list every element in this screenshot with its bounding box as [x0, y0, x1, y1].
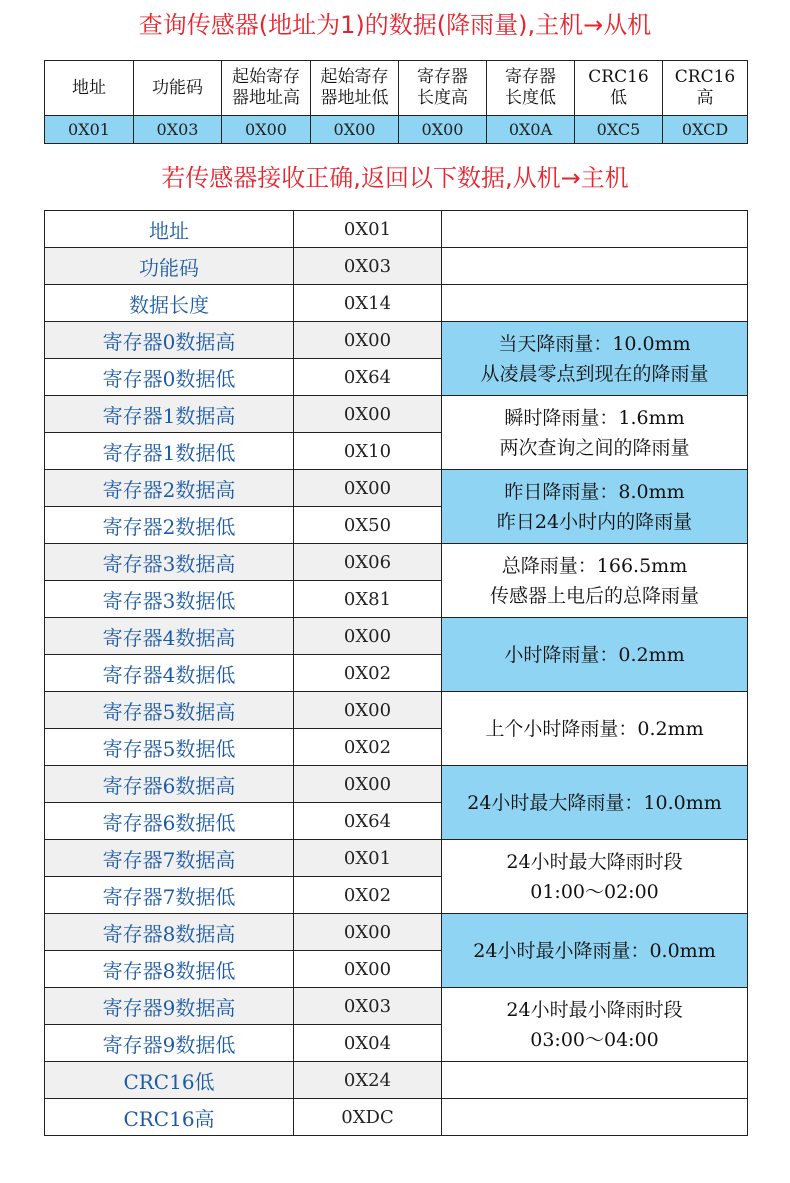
query-value-cell: 0X00 [222, 116, 311, 144]
field-name: 寄存器9数据低 [45, 1025, 294, 1062]
field-name: 寄存器3数据低 [45, 581, 294, 618]
query-header-line: 器地址低 [320, 88, 389, 108]
table-row [45, 544, 748, 581]
field-name: 寄存器3数据高 [45, 544, 294, 581]
query-header-cell [487, 61, 575, 116]
field-name: 寄存器0数据高 [45, 322, 294, 359]
query-header-line: 地址 [72, 77, 106, 98]
field-name: 寄存器2数据高 [45, 470, 294, 507]
field-value: 0X02 [294, 877, 442, 914]
register-description [442, 618, 748, 692]
field-value: 0X00 [294, 766, 442, 803]
empty-cell [442, 248, 748, 285]
query-header-row [45, 61, 748, 116]
field-name: 寄存器7数据高 [45, 840, 294, 877]
field-value: 0X00 [294, 470, 442, 507]
query-header-cell [311, 61, 399, 116]
table-row [45, 1099, 748, 1136]
query-value-cell: 0XC5 [575, 116, 663, 144]
field-name: 功能码 [45, 248, 294, 285]
table-row [45, 396, 748, 433]
field-name: 寄存器0数据低 [45, 359, 294, 396]
query-header-cell [575, 61, 663, 116]
field-name: 寄存器5数据低 [45, 729, 294, 766]
register-description [442, 396, 748, 470]
query-header-line: 器地址高 [232, 88, 300, 108]
description-line: 总降雨量：166.5mm [501, 554, 688, 577]
query-value-cell: 0XCD [663, 116, 748, 144]
field-value: 0X04 [294, 1025, 442, 1062]
field-name: 寄存器1数据高 [45, 396, 294, 433]
query-header-cell [134, 61, 222, 116]
field-value: 0X00 [294, 692, 442, 729]
table-row [45, 692, 748, 729]
table-row [45, 766, 748, 803]
field-value: 0X64 [294, 803, 442, 840]
query-value-row [45, 116, 748, 144]
query-header-line: 寄存器 [505, 67, 556, 87]
description-line: 24小时最大降雨量：10.0mm [467, 791, 722, 814]
field-name: 寄存器1数据低 [45, 433, 294, 470]
query-value-cell: 0X03 [134, 116, 222, 144]
field-name: 寄存器8数据高 [45, 914, 294, 951]
field-value: 0XDC [294, 1099, 442, 1136]
field-value: 0X00 [294, 618, 442, 655]
table-row [45, 840, 748, 877]
description-line: 03:00～04:00 [530, 1028, 659, 1051]
query-header-line: 长度低 [505, 88, 556, 108]
description-line: 小时降雨量：0.2mm [504, 643, 685, 666]
field-value: 0X00 [294, 951, 442, 988]
query-header-line: CRC16 [588, 67, 649, 87]
register-description [442, 840, 748, 914]
field-name: 寄存器6数据低 [45, 803, 294, 840]
query-header-line: 起始寄存 [232, 67, 300, 87]
field-value: 0X03 [294, 988, 442, 1025]
query-value-cell: 0X00 [399, 116, 487, 144]
field-value: 0X02 [294, 655, 442, 692]
field-value: 0X03 [294, 248, 442, 285]
description-line: 瞬时降雨量：1.6mm [504, 406, 685, 429]
field-name: 寄存器8数据低 [45, 951, 294, 988]
query-header-cell [45, 61, 134, 116]
description-line: 昨日降雨量：8.0mm [504, 480, 685, 503]
query-header-line: 高 [696, 88, 714, 108]
field-value: 0X24 [294, 1062, 442, 1099]
empty-cell [442, 1062, 748, 1099]
field-value: 0X10 [294, 433, 442, 470]
register-description [442, 988, 748, 1062]
query-header-line: 长度高 [417, 88, 468, 108]
table-row [45, 470, 748, 507]
field-value: 0X81 [294, 581, 442, 618]
register-description [442, 544, 748, 618]
description-line: 两次查询之间的降雨量 [499, 436, 690, 459]
field-value: 0X50 [294, 507, 442, 544]
query-header-line: 寄存器 [417, 67, 468, 87]
description-line: 从凌晨零点到现在的降雨量 [480, 362, 709, 385]
description-line: 24小时最大降雨时段 [506, 850, 683, 873]
field-name: 寄存器5数据高 [45, 692, 294, 729]
register-description [442, 692, 748, 766]
description-line: 24小时最小降雨时段 [506, 998, 683, 1021]
field-value: 0X01 [294, 840, 442, 877]
field-value: 0X02 [294, 729, 442, 766]
description-line: 传感器上电后的总降雨量 [489, 584, 699, 607]
description-line: 上个小时降雨量：0.2mm [485, 717, 704, 740]
field-value: 0X00 [294, 396, 442, 433]
field-name: 寄存器2数据低 [45, 507, 294, 544]
query-header-cell [663, 61, 748, 116]
field-name: CRC16高 [45, 1099, 294, 1136]
response-title: 若传感器接收正确,返回以下数据,从机→主机 [161, 164, 629, 192]
field-value: 0X01 [294, 211, 442, 248]
query-header-line: 起始寄存 [320, 67, 389, 87]
table-row [45, 322, 748, 359]
table-row [45, 914, 748, 951]
field-name: 寄存器4数据低 [45, 655, 294, 692]
field-value: 0X64 [294, 359, 442, 396]
query-value-cell: 0X00 [311, 116, 399, 144]
query-header-line: 低 [610, 88, 627, 108]
table-row [45, 285, 748, 322]
description-line: 昨日24小时内的降雨量 [496, 510, 693, 533]
register-description [442, 766, 748, 840]
query-header-line: 功能码 [152, 77, 203, 98]
field-value: 0X06 [294, 544, 442, 581]
field-name: 寄存器6数据高 [45, 766, 294, 803]
field-value: 0X00 [294, 914, 442, 951]
response-table [44, 210, 748, 1136]
field-name: CRC16低 [45, 1062, 294, 1099]
register-description [442, 914, 748, 988]
query-table [44, 60, 748, 144]
query-value-cell: 0X01 [45, 116, 134, 144]
empty-cell [442, 285, 748, 322]
field-value: 0X00 [294, 322, 442, 359]
description-line: 24小时最小降雨量：0.0mm [473, 939, 716, 962]
field-name: 地址 [45, 211, 294, 248]
field-name: 寄存器7数据低 [45, 877, 294, 914]
empty-cell [442, 211, 748, 248]
table-row [45, 988, 748, 1025]
field-value: 0X14 [294, 285, 442, 322]
description-line: 当天降雨量：10.0mm [498, 332, 691, 355]
query-title: 查询传感器(地址为1)的数据(降雨量),主机→从机 [138, 11, 652, 39]
table-row [45, 248, 748, 285]
query-value-cell: 0X0A [487, 116, 575, 144]
table-row [45, 618, 748, 655]
register-description [442, 322, 748, 396]
table-row [45, 211, 748, 248]
query-header-cell [399, 61, 487, 116]
query-header-line: CRC16 [674, 67, 736, 87]
table-row [45, 1062, 748, 1099]
field-name: 寄存器9数据高 [45, 988, 294, 1025]
query-header-cell [222, 61, 311, 116]
register-description [442, 470, 748, 544]
field-name: 寄存器4数据高 [45, 618, 294, 655]
field-name: 数据长度 [45, 285, 294, 322]
description-line: 01:00～02:00 [530, 880, 659, 903]
empty-cell [442, 1099, 748, 1136]
